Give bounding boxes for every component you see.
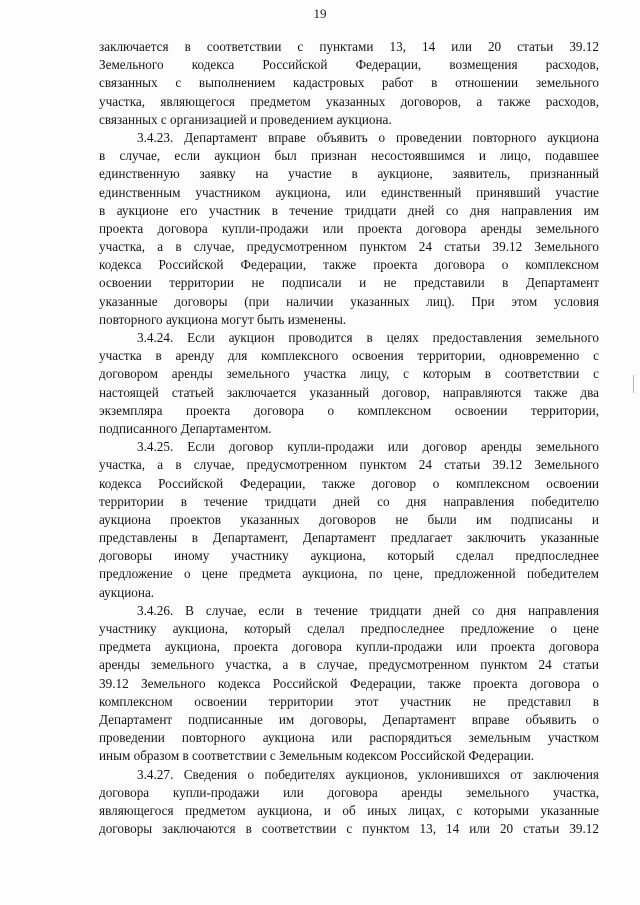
text-line: аукциона.: [99, 584, 155, 600]
text-line: экземпляра проекта договора о комплексном освоении территории,: [99, 402, 599, 418]
text-line: предложение о цене предмета аукциона, по цене, предложенной победителем: [99, 566, 599, 582]
text-line: комплексном освоении территории этот участник не представил в: [99, 693, 599, 709]
scan-edge-mark: [633, 375, 634, 393]
text-line: настоящей статьей заключается указанный договор, направляются также два: [99, 384, 599, 400]
text-line: аренды земельного участка, а в случае, предусмотренном пунктом 24 статьи: [99, 657, 599, 673]
text-line: 39.12 Земельного кодекса Российской Федерации, также проекта договора о: [99, 675, 599, 691]
text-line: 3.4.24. Если аукцион проводится в целях предоставления земельного: [137, 330, 599, 345]
paragraph: [99, 129, 599, 329]
text-line: заключается в соответствии с пунктами 13, 14 или 20 статьи 39.12: [99, 39, 599, 54]
text-line: подписанного Департаментом.: [99, 420, 272, 436]
text-line: единственную заявку на участие в аукционе, заявитель, признанный: [99, 166, 599, 182]
text-line: 3.4.25. Если договор купли-продажи или договор аренды земельного: [137, 439, 599, 455]
text-line: иным образом в соответствии с Земельным кодексом Российской Федерации.: [99, 748, 535, 764]
text-line: повторного аукциона могут быть изменены.: [99, 311, 347, 327]
text-line: участка, являющегося предметом указанных договоров, а также расходов,: [99, 93, 599, 109]
text-line: в случае, если аукцион был признан несостоявшимся и лицо, подавшее: [99, 148, 599, 164]
text-line: предмета аукциона, проекта договора купли-продажи или проекта договора: [99, 639, 599, 655]
text-line: освоении территории не подписали и не представили в Департамент: [99, 275, 599, 291]
text-line: проведении повторного аукциона или распорядиться земельным участком: [99, 730, 599, 746]
text-line: 3.4.23. Департамент вправе объявить о проведении повторного аукциона: [137, 129, 599, 145]
text-line: участнику аукциона, который сделал предпоследнее предложение о цене: [99, 621, 599, 636]
paragraph: [99, 438, 599, 602]
text-line: участка в аренду для комплексного освоения территории, одновременно с: [99, 348, 599, 364]
text-line: Земельного кодекса Российской Федерации, возмещения расходов,: [99, 57, 599, 73]
text-line: кодекса Российской Федерации, также договор о комплексном освоении: [99, 475, 599, 491]
text-line: являющегося предметом аукциона, и об иных лицах, с которыми указанные: [99, 802, 599, 818]
text-line: 3.4.26. В случае, если в течение тридцати дней со дня направления: [137, 602, 599, 618]
text-line: 3.4.27. Сведения о победителях аукционов, уклонившихся от заключения: [137, 766, 599, 782]
text-line: связанных с организацией и проведением аукциона.: [99, 111, 392, 127]
text-line: проекта договора купли-продажи или проекта договора аренды земельного: [99, 220, 599, 236]
text-line: связанных с выполнением кадастровых работ в отношении земельного: [99, 75, 599, 91]
text-line: представлены в Департамент, Департамент предлагает заключить указанные: [99, 530, 599, 546]
paragraph: [99, 38, 599, 129]
paragraph: [99, 766, 599, 839]
text-line: Департамент подписанные им договоры, Департамент вправе объявить о: [99, 711, 599, 727]
document-body: [99, 38, 599, 838]
paragraph: [99, 329, 599, 438]
text-line: указанные договоры (при наличии указанных лиц). При этом условия: [99, 293, 599, 309]
paragraph: [99, 602, 599, 766]
text-line: участка, а в случае, предусмотренном пунктом 24 статьи 39.12 Земельного: [99, 239, 599, 255]
text-line: кодекса Российской Федерации, также проекта договора о комплексном: [99, 257, 599, 273]
text-line: аукциона проектов указанных договоров не были им подписаны и: [99, 511, 599, 527]
text-line: договора купли-продажи или договора аренды земельного участка,: [99, 784, 599, 800]
text-line: в аукционе его участник в течение тридцати дней со дня направления им: [99, 202, 599, 218]
text-line: участка, а в случае, предусмотренном пунктом 24 статьи 39.12 Земельного: [99, 457, 599, 473]
text-line: договоры иному участнику аукциона, который сделал предпоследнее: [99, 548, 599, 564]
text-line: договором аренды земельного участка лицу, с которым в соответствии с: [99, 366, 599, 382]
text-line: единственным участником аукциона, или единственный принявший участие: [99, 184, 599, 200]
text-line: территории в течение тридцати дней со дня направления победителю: [99, 493, 599, 509]
text-line: договоры заключаются в соответствии с пунктом 13, 14 или 20 статьи 39.12: [99, 821, 599, 837]
page-number: 19: [313, 6, 327, 21]
